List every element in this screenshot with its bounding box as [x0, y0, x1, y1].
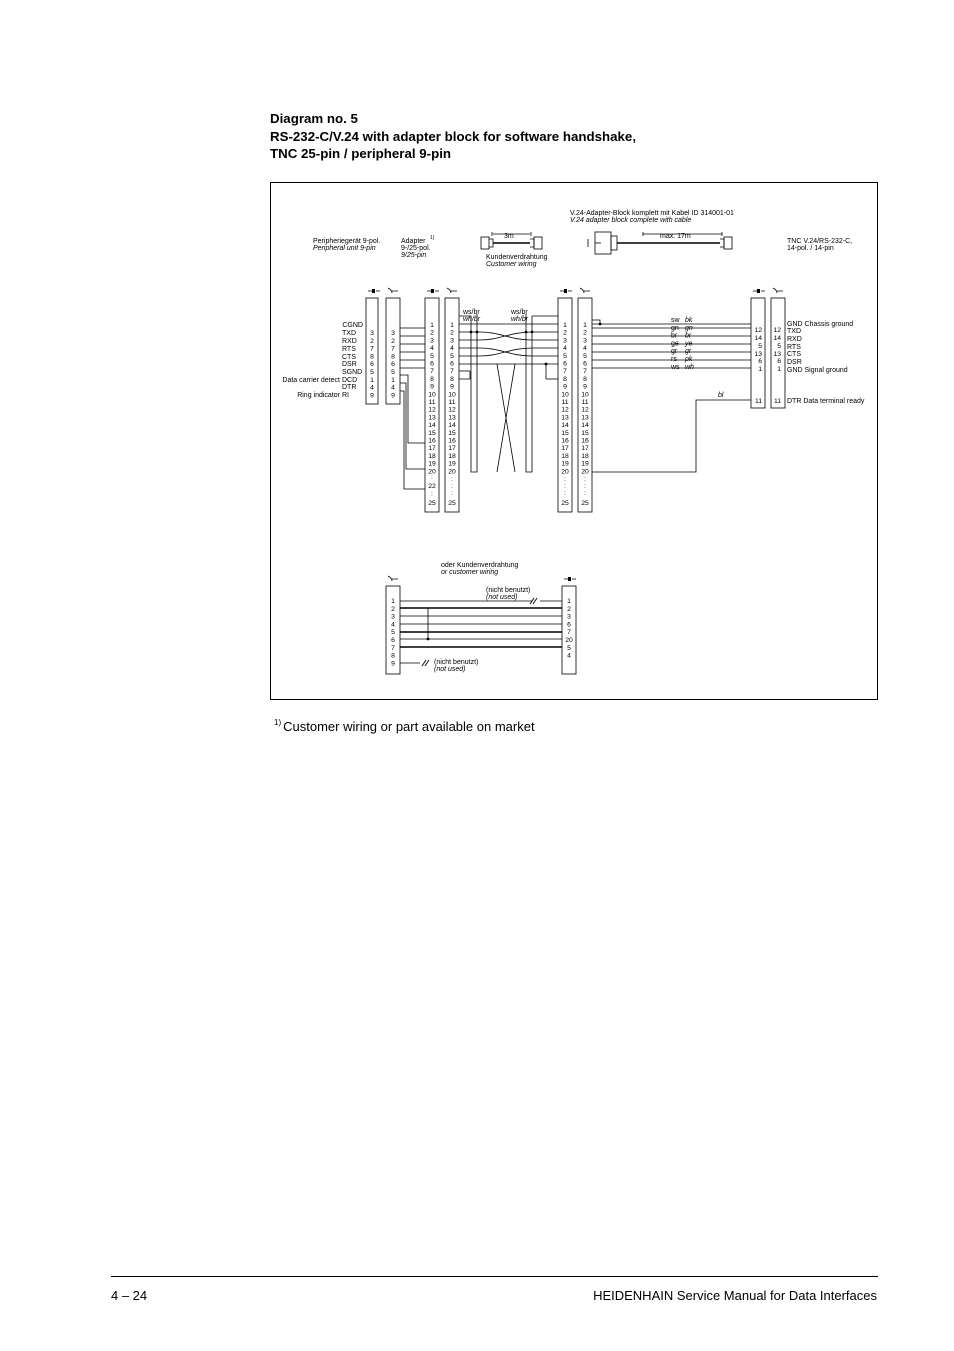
pin-number: 3 — [563, 337, 567, 345]
pin-number: 13 — [581, 414, 589, 422]
pin-number: 18 — [561, 452, 569, 460]
pin-number: 16 — [428, 437, 436, 445]
pin-number: 12 — [448, 406, 456, 414]
pin-gap-dots: : — [431, 474, 433, 481]
footnote-text: Customer wiring or part available on market — [283, 719, 535, 734]
pin-number: 4 — [370, 384, 374, 392]
wire-color-en: gr — [685, 348, 692, 356]
footer-rule — [111, 1276, 878, 1277]
tnc-signal-names — [787, 321, 865, 405]
pin-number: 14 — [773, 335, 781, 342]
wiring-diagram — [270, 182, 878, 700]
diagram-subtitle: TNC 25-pin / peripheral 9-pin — [270, 146, 452, 161]
pin-number: 1 — [391, 598, 395, 605]
pin-number: 3 — [567, 613, 571, 621]
pin-number: 3 — [430, 337, 434, 345]
pin-number: 14 — [754, 335, 762, 342]
peripheral-pin-numbers — [370, 330, 374, 399]
wire-color-de: ws — [671, 363, 680, 371]
cable-25pin-numbers-left — [448, 322, 456, 507]
pin-number: 14 — [561, 422, 569, 430]
pin-number: 2 — [450, 329, 454, 337]
adapter-25pin-numbers — [428, 322, 436, 507]
wire-wsbr-label-2: ws/br — [511, 309, 528, 316]
tnc-pin-numbers-right — [773, 327, 781, 405]
pin-number: 5 — [777, 343, 781, 350]
adapter-9pin-numbers — [391, 330, 395, 399]
pin-number: 8 — [430, 375, 434, 383]
pin-number: 5 — [567, 644, 571, 652]
pin-number: 7 — [391, 644, 395, 652]
pin-number: 3 — [370, 330, 374, 337]
pin-number: 12 — [428, 406, 436, 414]
pin-number: 5 — [450, 352, 454, 360]
pin-number: 1 — [563, 322, 567, 329]
alt-right-pin-numbers — [565, 598, 573, 660]
tnc-signal: DTR Data terminal ready — [787, 398, 865, 405]
signal-cts: CTS — [342, 354, 356, 361]
block-25pin-numbers-left — [561, 322, 569, 507]
pin-number: 14 — [448, 422, 456, 430]
pin-number: 12 — [754, 327, 762, 334]
pin-number: 1 — [567, 598, 571, 605]
pin-number: 1 — [430, 322, 434, 329]
pin-number: 13 — [754, 351, 762, 358]
adapter-block-label: V.24-Adapter-Block komplett mit Kabel ID 314001-01 — [570, 210, 734, 217]
pin-number: 2 — [583, 329, 587, 337]
pin-number: 18 — [448, 452, 456, 460]
adapter-label: Adapter — [401, 238, 426, 245]
pin-number: 11 — [561, 399, 569, 406]
not-used-label-1: (nicht benutzt) — [486, 587, 531, 594]
wire-color-de: br — [671, 332, 678, 340]
signal-dcd: DCD — [342, 377, 358, 384]
pin-number: 6 — [563, 360, 567, 368]
pin-number: 19 — [561, 460, 569, 468]
customer-wiring-label-en: Customer wiring — [486, 261, 537, 268]
pin-number: 15 — [561, 429, 569, 437]
diagram-title: RS-232-C/V.24 with adapter block for software handshake, — [270, 128, 637, 144]
adapter-footnote-mark: 1) — [430, 235, 435, 241]
pin-number: 11 — [448, 399, 456, 406]
alt-wiring-label-en: or customer wiring — [441, 569, 499, 576]
pin-number: 12 — [773, 327, 781, 334]
signal-txd: TXD — [342, 330, 356, 337]
pin-number: 4 — [430, 345, 434, 353]
data-carrier-detect-label: Data carrier detect — [282, 377, 340, 384]
pin-gap-dots: : — [564, 476, 566, 483]
pin-number: 2 — [391, 337, 395, 345]
wire-color-en: bk — [685, 317, 693, 324]
pin-gap-dots: : — [451, 490, 453, 497]
pin-number: 8 — [563, 375, 567, 383]
wire-color-en: br — [685, 332, 692, 340]
tnc-signal: GND Chassis ground — [787, 321, 854, 328]
page-number: 4 – 24 — [111, 1288, 148, 1303]
pin-number: 25 — [448, 500, 456, 507]
pin-number: 7 — [563, 368, 567, 376]
pin-number: 1 — [391, 376, 395, 384]
pin-number: 25 — [561, 500, 569, 507]
pin-number: 6 — [391, 637, 395, 644]
pin-number: 13 — [448, 414, 456, 422]
pin-number: 16 — [581, 437, 589, 445]
pin-number: 5 — [370, 369, 374, 376]
wire-color-en: pk — [685, 356, 693, 363]
pin-number: 17 — [581, 445, 589, 453]
pin-number: 7 — [450, 368, 454, 376]
pin-number: 8 — [391, 353, 395, 361]
cable-length-max: max. 17m — [660, 233, 691, 240]
wire-bl-label: bl — [718, 392, 724, 399]
pin-number: 1 — [583, 322, 587, 329]
signal-dtr: DTR — [342, 384, 357, 391]
pin-number: 2 — [370, 337, 374, 345]
manual-title: HEIDENHAIN Service Manual for Data Interfaces — [593, 1288, 877, 1303]
pin-number: 20 — [565, 637, 573, 644]
pin-gap-dots: : — [584, 490, 586, 497]
wire-color-de: ge — [671, 340, 679, 348]
pin-number: 17 — [428, 445, 436, 453]
pin-number: 7 — [370, 345, 374, 353]
signal-cgnd: CGND — [342, 322, 363, 329]
pin-number: 2 — [391, 605, 395, 613]
pin-number: 5 — [758, 343, 762, 350]
customer-wiring-label: Kundenverdrahtung — [486, 254, 548, 261]
pin-number: 7 — [583, 368, 587, 376]
pin-number: 4 — [583, 345, 587, 353]
pin-gap-dots: : — [431, 491, 433, 498]
pin-number: 20 — [581, 468, 589, 476]
pin-number: 15 — [428, 429, 436, 437]
pin-number: 10 — [448, 391, 456, 399]
pin-number: 25 — [581, 500, 589, 507]
alt-wiring-label: oder Kundenverdrahtung — [441, 562, 519, 569]
peripheral-label: Peripheriegerät 9-pol. — [313, 238, 381, 245]
pin-number: 15 — [581, 429, 589, 437]
pin-number: 5 — [583, 352, 587, 360]
pin-number: 4 — [567, 652, 571, 660]
pin-number: 14 — [581, 422, 589, 430]
pin-number: 12 — [561, 406, 569, 414]
pin-number: 14 — [428, 422, 436, 430]
pin-number: 9 — [391, 392, 395, 400]
pin-number: 19 — [428, 460, 436, 468]
alt-left-pin-numbers — [391, 598, 395, 667]
pin-number: 4 — [450, 345, 454, 353]
pin-number: 11 — [428, 399, 436, 406]
pin-number: 13 — [561, 414, 569, 422]
signal-sgnd: SGND — [342, 369, 363, 376]
pin-number: 9 — [450, 383, 454, 391]
pin-number: 12 — [581, 406, 589, 414]
pin-number: 9 — [563, 383, 567, 391]
pin-number: 18 — [581, 452, 589, 460]
wire-color-de: gr — [671, 348, 678, 356]
pin-number: 16 — [448, 437, 456, 445]
pin-number: 10 — [581, 391, 589, 399]
pin-number: 6 — [370, 361, 374, 369]
pin-number: 17 — [561, 445, 569, 453]
not-used-label-2: (nicht benutzt) — [434, 659, 479, 666]
pin-number: 6 — [430, 360, 434, 368]
pin-number: 20 — [448, 468, 456, 476]
pin-number: 10 — [428, 391, 436, 399]
tnc-signal: GND Signal ground — [787, 367, 848, 374]
wire-color-en: wh — [685, 363, 694, 371]
footnote — [274, 718, 535, 734]
not-used-label-2-en: (not used) — [434, 666, 466, 673]
pin-number: 16 — [561, 437, 569, 445]
pin-number: 11 — [581, 399, 589, 406]
pin-number: 17 — [448, 445, 456, 453]
pin-number: 19 — [448, 460, 456, 468]
pin-number: 5 — [391, 369, 395, 376]
wire-color-de: sw — [671, 317, 680, 324]
pin-number: 15 — [448, 429, 456, 437]
pin-number: 8 — [450, 375, 454, 383]
pin-number: 1 — [370, 376, 374, 384]
cable-length-3m: 3m — [504, 233, 514, 240]
pin-gap-dots: : — [584, 483, 586, 490]
tnc-signal: RTS — [787, 344, 801, 351]
wire-color-en: gn — [685, 324, 693, 332]
ring-indicator-label: Ring indicator — [297, 392, 340, 399]
pin-number: 3 — [391, 613, 395, 621]
pin-number: 5 — [430, 352, 434, 360]
pin-number: 19 — [581, 460, 589, 468]
pin-gap-dots: : — [564, 490, 566, 497]
pin-number: 4 — [563, 345, 567, 353]
wire-whbr-label-2: wh/br — [511, 316, 529, 323]
pin-number: 4 — [391, 621, 395, 629]
tnc-signal: TXD — [787, 328, 801, 335]
pin-number: 8 — [391, 652, 395, 660]
adapter-pins: 9-/25-pol. — [401, 245, 431, 252]
pin-number: 6 — [450, 360, 454, 368]
pin-number: 5 — [563, 352, 567, 360]
tnc-signal: CTS — [787, 351, 801, 358]
pin-number: 11 — [754, 398, 762, 405]
wire-whbr-label-1: wh/br — [463, 316, 481, 323]
tnc-signal: DSR — [787, 359, 802, 366]
pin-number: 13 — [428, 414, 436, 422]
not-used-label-1-en: (not used) — [486, 594, 518, 601]
pin-number: 20 — [561, 468, 569, 476]
pin-number: 11 — [773, 398, 781, 405]
signal-dsr: DSR — [342, 361, 357, 368]
adapter-block-label-en: V.24 adapter block complete with cable — [570, 217, 692, 224]
pin-number: 3 — [391, 330, 395, 337]
pin-number: 2 — [563, 329, 567, 337]
tnc-label: TNC V.24/RS-232-C, — [787, 238, 853, 245]
adapter-pins-en: 9/25-pin — [401, 252, 427, 259]
pin-number: 6 — [583, 360, 587, 368]
pin-number: 9 — [583, 383, 587, 391]
footnote-mark: 1) — [274, 718, 282, 727]
pin-number: 20 — [428, 468, 436, 476]
pin-number: 5 — [391, 629, 395, 637]
pin-gap-dots: : — [451, 476, 453, 483]
pin-number: 6 — [777, 358, 781, 365]
pin-number: 9 — [370, 392, 374, 400]
wire-color-en: ye — [685, 340, 693, 348]
block-25pin-numbers-right — [581, 322, 589, 507]
signal-ri: RI — [342, 392, 349, 399]
pin-number: 7 — [567, 629, 571, 637]
peripheral-label-en: Peripheral unit 9-pin — [313, 245, 376, 252]
pin-number: 18 — [428, 452, 436, 460]
pin-number: 4 — [391, 384, 395, 392]
pin-gap-dots: : — [584, 476, 586, 483]
pin-number: 2 — [430, 329, 434, 337]
pin-number: 9 — [391, 660, 395, 668]
pin-number: 22 — [428, 483, 436, 490]
pin-number: 1 — [450, 322, 454, 329]
tnc-pin-numbers-left — [754, 327, 762, 405]
pin-number: 7 — [391, 345, 395, 353]
pin-number: 6 — [758, 358, 762, 365]
pin-number: 6 — [391, 361, 395, 369]
pin-number: 3 — [450, 337, 454, 345]
peripheral-signals — [282, 322, 363, 399]
pin-number: 2 — [567, 605, 571, 613]
signal-rxd: RXD — [342, 338, 357, 345]
tnc-signal: RXD — [787, 336, 802, 343]
pin-number: 25 — [428, 500, 436, 507]
wire-wsbr-label-1: ws/br — [463, 309, 480, 316]
diagram-number: Diagram no. 5 — [270, 111, 358, 126]
pin-gap-dots: : — [451, 483, 453, 490]
wire-color-de: rs — [671, 356, 677, 363]
signal-rts: RTS — [342, 346, 356, 353]
pin-number: 8 — [370, 353, 374, 361]
wire-color-de: gn — [671, 324, 679, 332]
diagram-heading — [270, 110, 636, 163]
pin-number: 7 — [430, 368, 434, 376]
pin-number: 1 — [777, 366, 781, 373]
tnc-pins-label: 14-pol. / 14-pin — [787, 245, 834, 252]
pin-number: 13 — [773, 351, 781, 358]
pin-number: 8 — [583, 375, 587, 383]
pin-number: 3 — [583, 337, 587, 345]
pin-number: 9 — [430, 383, 434, 391]
pin-number: 6 — [567, 621, 571, 629]
pin-number: 10 — [561, 391, 569, 399]
pin-gap-dots: : — [564, 483, 566, 490]
pin-number: 1 — [758, 366, 762, 373]
